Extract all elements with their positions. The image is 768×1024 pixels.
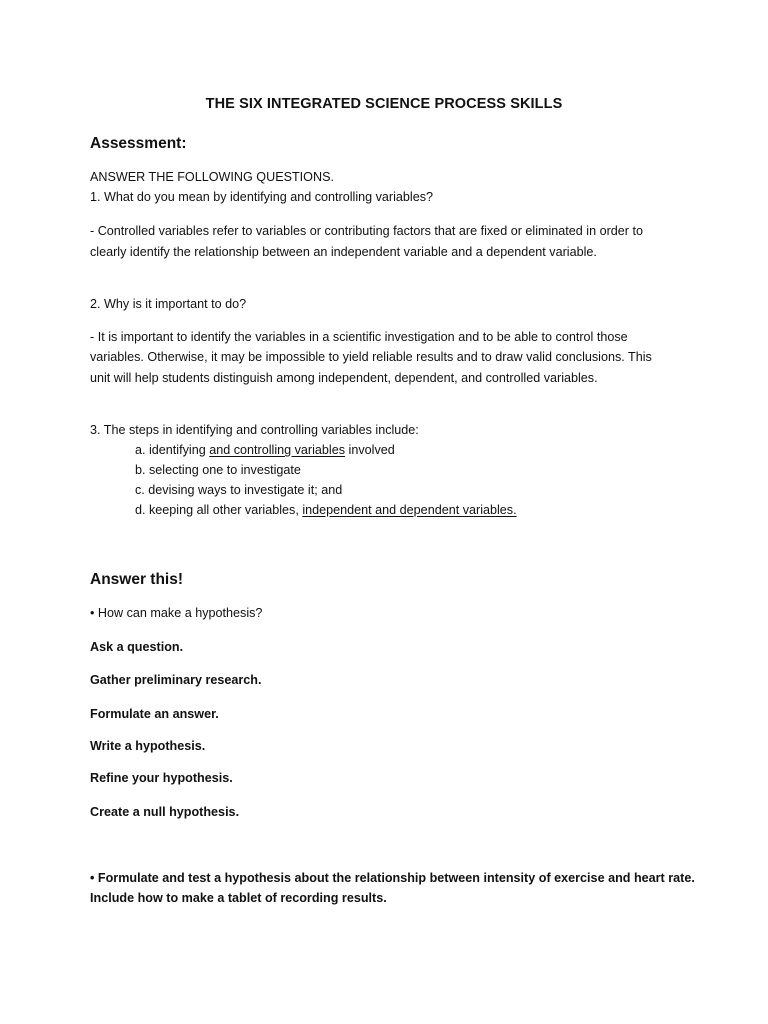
- hypothesis-step: Create a null hypothesis.: [90, 805, 240, 819]
- answer-2-line: variables. Otherwise, it may be impossible to yield reliable results and to draw valid conclusions. This: [90, 350, 652, 364]
- step-a-underlined: and controlling variables: [209, 443, 346, 457]
- question-3: 3. The steps in identifying and controlling variables include:: [90, 423, 419, 437]
- hypothesis-step: Formulate an answer.: [90, 707, 219, 721]
- hypothesis-step: Gather preliminary research.: [90, 673, 262, 687]
- bullet-question-1: • How can make a hypothesis?: [90, 606, 263, 620]
- step-a: [135, 440, 395, 460]
- hypothesis-step: Ask a question.: [90, 640, 184, 654]
- question-1: 1. What do you mean by identifying and controlling variables?: [90, 190, 434, 204]
- answer-1-line: clearly identify the relationship between an independent variable and a dependent variable.: [90, 245, 597, 259]
- answer-2-line: unit will help students distinguish among independent, dependent, and controlled variables.: [90, 371, 598, 385]
- page-title: THE SIX INTEGRATED SCIENCE PROCESS SKILLS: [205, 96, 563, 112]
- step-c: c. devising ways to investigate it; and: [135, 483, 343, 497]
- answer-this-heading: Answer this!: [90, 571, 184, 588]
- hypothesis-step: Refine your hypothesis.: [90, 771, 233, 785]
- answer-2-line: - It is important to identify the variables in a scientific investigation and to be able to control those: [90, 330, 628, 344]
- bullet-question-2-line: • Formulate and test a hypothesis about the relationship between intensity of exercise and heart rate.: [90, 871, 695, 885]
- bullet-question-2-line: Include how to make a tablet of recording results.: [90, 891, 387, 905]
- step-d-underlined: independent and dependent variables.: [302, 503, 517, 517]
- step-a-text: a. identifying: [135, 443, 210, 457]
- answer-1-line: - Controlled variables refer to variables or contributing factors that are fixed or eliminated in order to: [90, 224, 643, 238]
- hypothesis-step: Write a hypothesis.: [90, 739, 206, 753]
- instructions-text: ANSWER THE FOLLOWING QUESTIONS.: [90, 170, 334, 184]
- step-a-text-end: involved: [345, 443, 395, 457]
- step-d-text: d. keeping all other variables,: [135, 503, 303, 517]
- step-d: [135, 500, 517, 520]
- assessment-heading: Assessment:: [90, 135, 187, 152]
- question-2: 2. Why is it important to do?: [90, 297, 247, 311]
- step-b: b. selecting one to investigate: [135, 463, 301, 477]
